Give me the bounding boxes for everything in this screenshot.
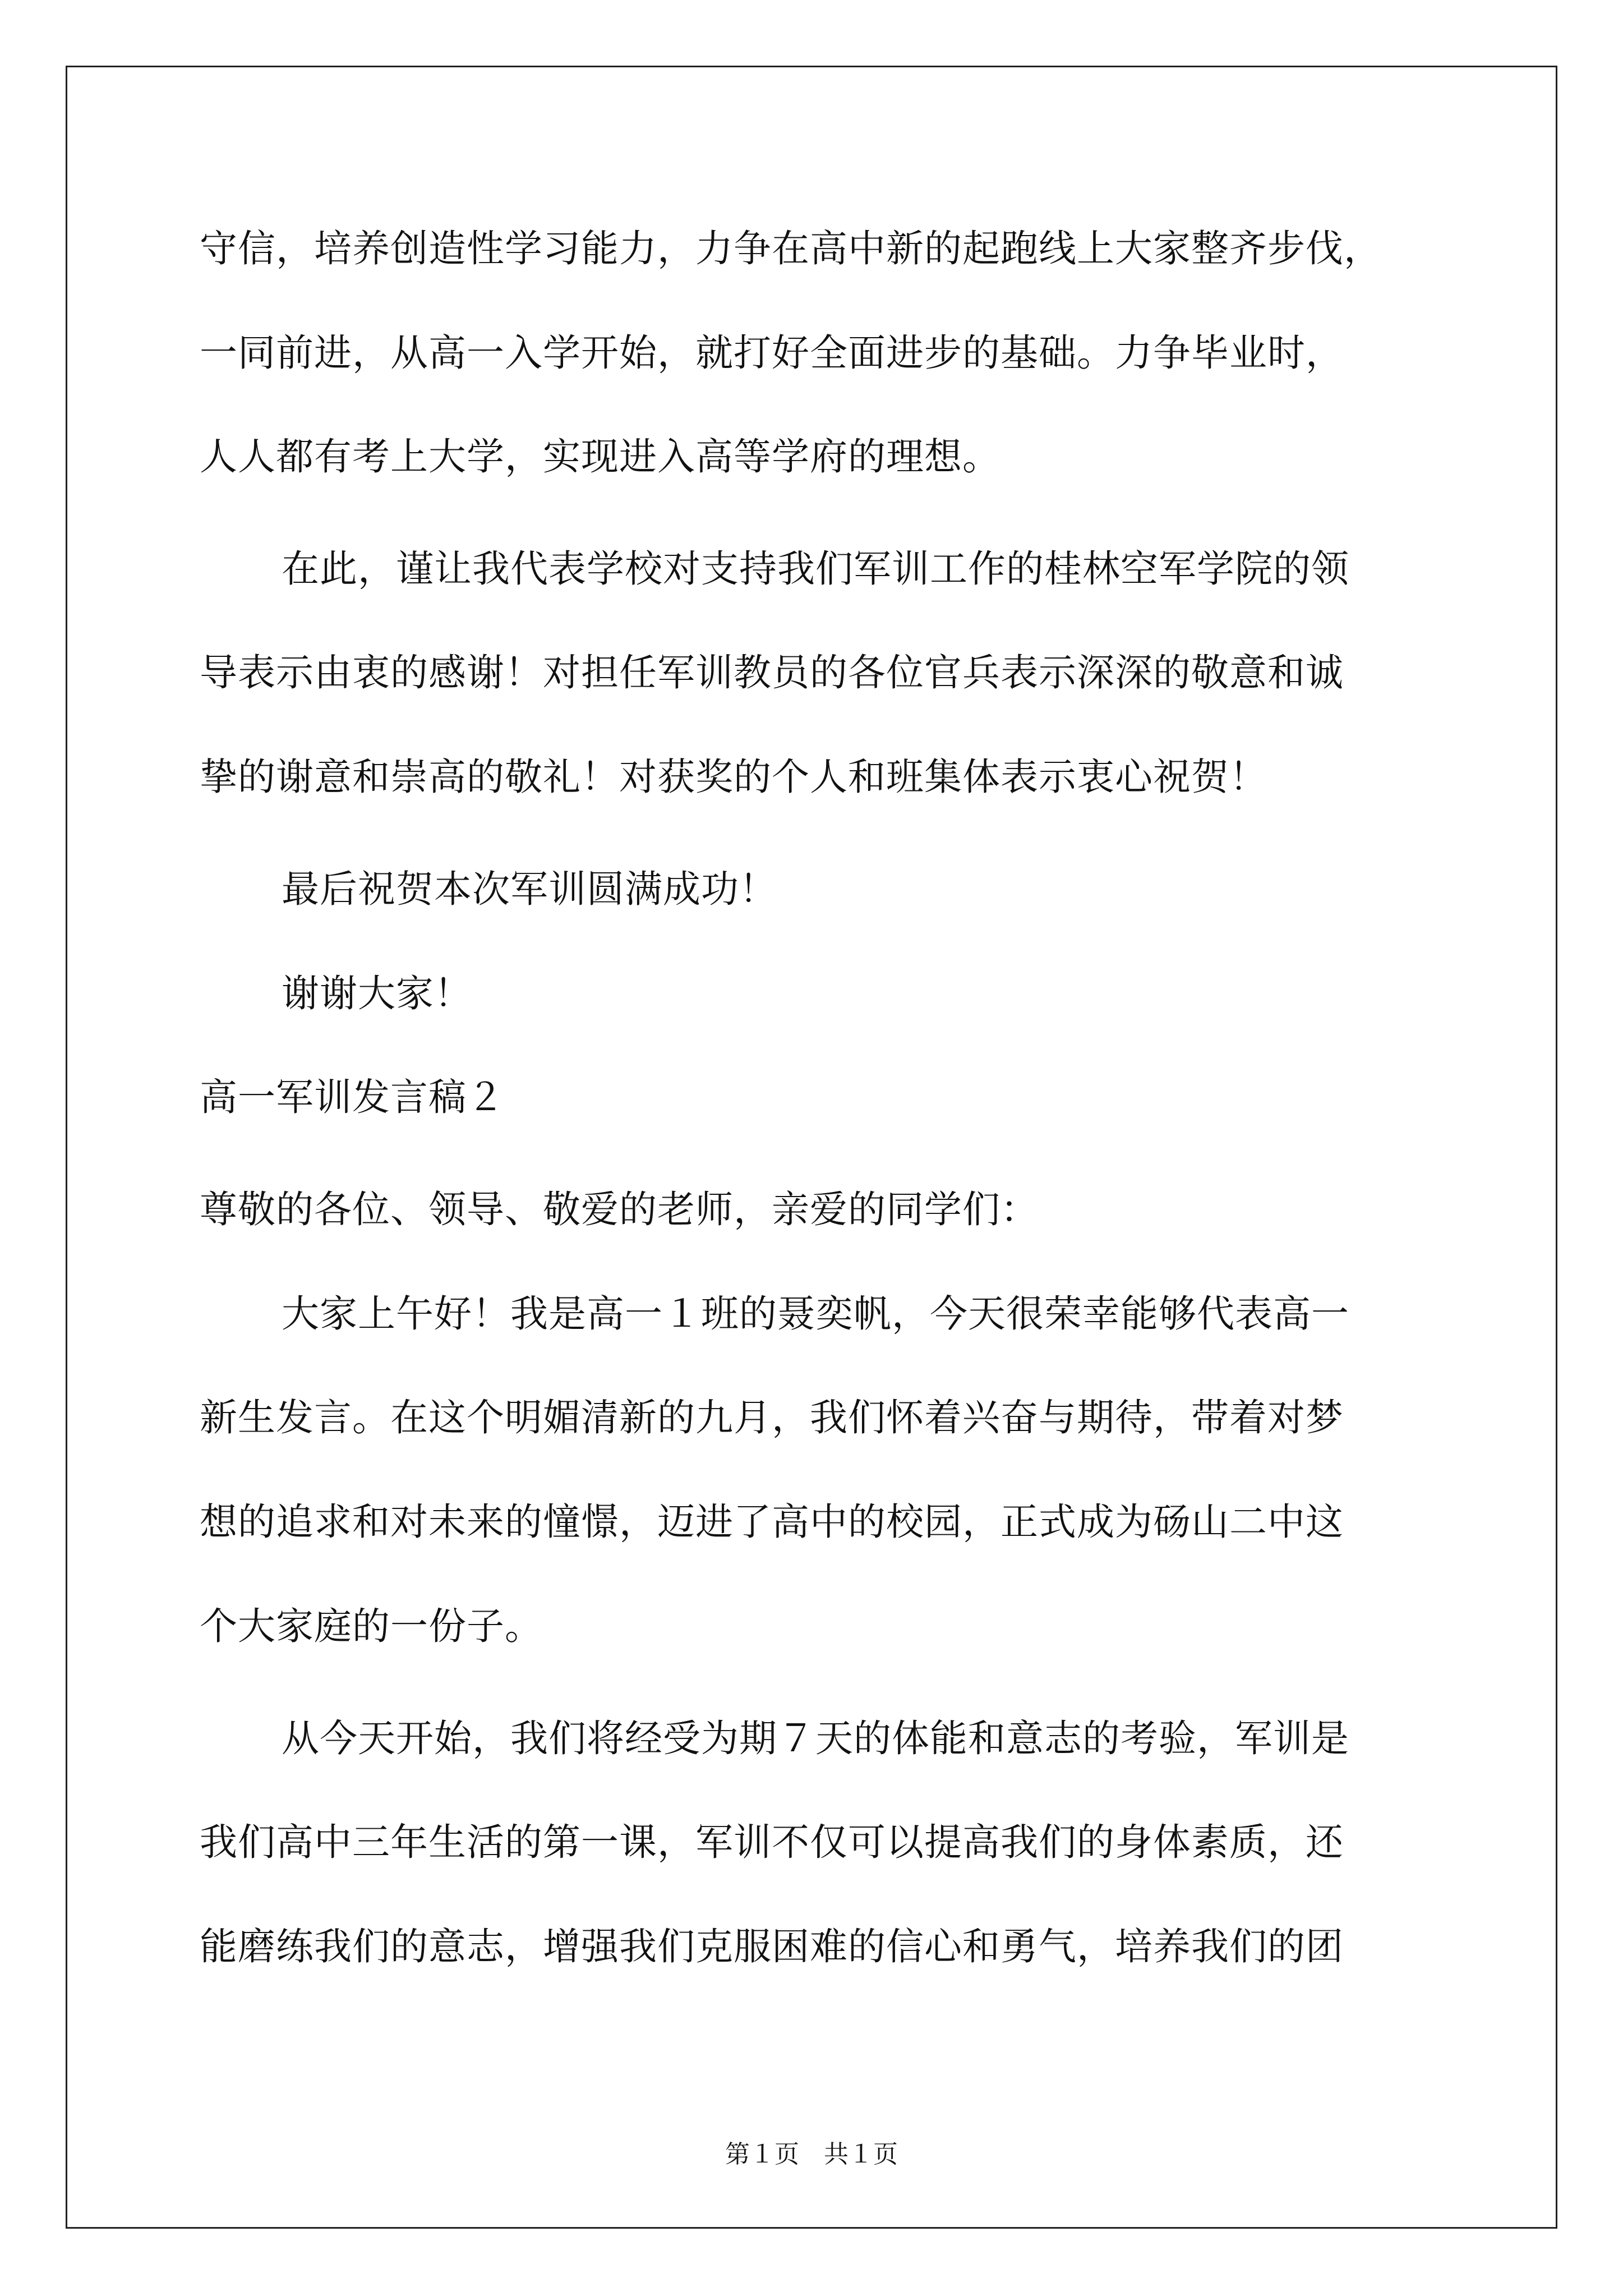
text-line: 守信，培养创造性学习能力，力争在高中新的起跑线上大家整齐步伐，: [200, 227, 1382, 270]
text-line: 我们高中三年生活的第一课，军训不仅可以提高我们的身体素质，还: [200, 1820, 1344, 1864]
text-line: 能磨练我们的意志，增强我们克服困难的信心和勇气，培养我们的团: [200, 1925, 1344, 1968]
text-line: 导表示由衷的感谢！对担任军训教员的各位官兵表示深深的敬意和诚: [200, 651, 1344, 694]
text-line: 最后祝贺本次军训圆满成功！: [282, 867, 777, 911]
text-line: 谢谢大家！: [282, 972, 472, 1015]
section-heading: 高一军训发言稿２: [200, 1075, 505, 1119]
salutation: 尊敬的各位、领导、敬爱的老师，亲爱的同学们：: [200, 1188, 1039, 1231]
text-line: 在此，谨让我代表学校对支持我们军训工作的桂林空军学院的领: [282, 547, 1349, 591]
text-line: 挚的谢意和崇高的敬礼！对获奖的个人和班集体表示衷心祝贺！: [200, 755, 1267, 799]
text-line: 一同前进，从高一入学开始，就打好全面进步的基础。力争毕业时，: [200, 331, 1344, 375]
text-line: 想的追求和对未来的憧憬，迈进了高中的校园，正式成为砀山二中这: [200, 1500, 1344, 1544]
text-line: 从今天开始，我们将经受为期７天的体能和意志的考验，军训是: [282, 1717, 1349, 1760]
page-border: [66, 66, 1557, 2229]
text-line: 人人都有考上大学，实现进入高等学府的理想。: [200, 435, 1000, 478]
text-line: 个大家庭的一份子。: [200, 1604, 543, 1648]
text-line: 新生发言。在这个明媚清新的九月，我们怀着兴奋与期待，带着对梦: [200, 1396, 1344, 1439]
page-footer: 第１页 共１页: [725, 2140, 898, 2169]
text-line: 大家上午好！我是高一１班的聂奕帆，今天很荣幸能够代表高一: [282, 1292, 1349, 1336]
